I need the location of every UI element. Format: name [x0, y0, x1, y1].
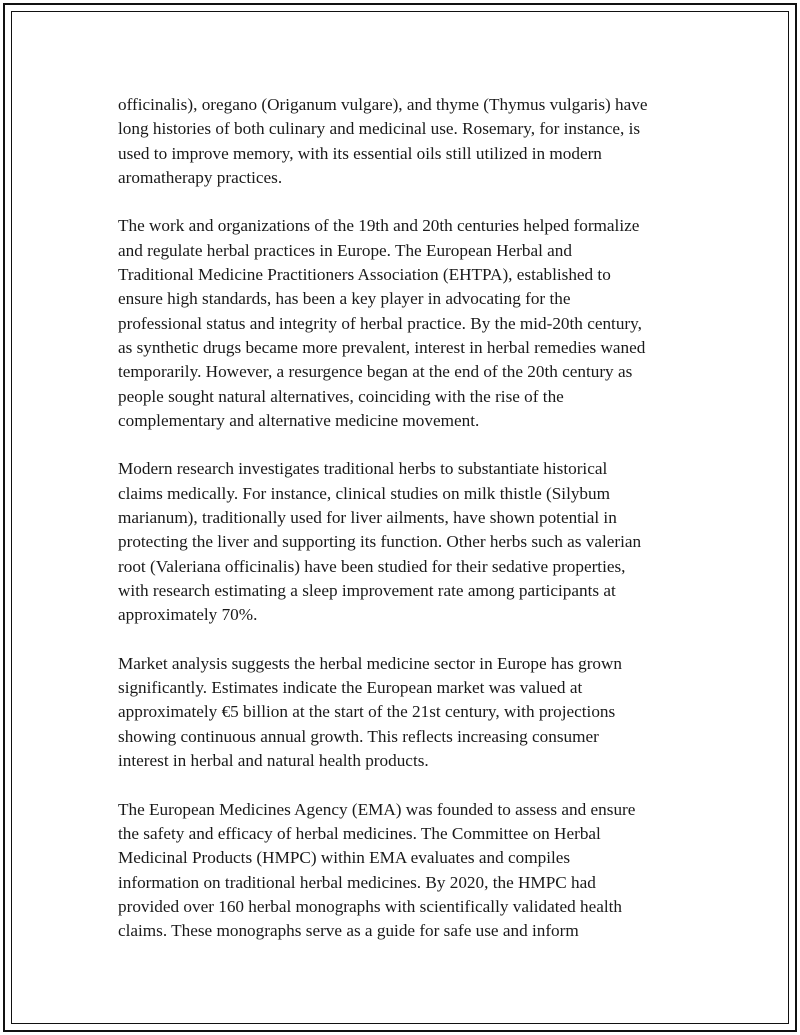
paragraph-market-analysis: Market analysis suggests the herbal medicine sector in Europe has grown significantly. Estimates indicate the European market was valued at approximately €5 billion at the start of the 21st century, with projections showing continuous annual growth. This reflects increasing consumer interest in herbal and natural health products. [118, 653, 623, 771]
paragraph-modern-research: Modern research investigates traditional herbs to substantiate historical claims medically. For instance, clinical studies on milk thistle (Silybum marianum), traditionally used for liver ailments, have shown potential in protecting the liver and supporting its function. Other herbs such as valerian root (Valeriana officinalis) have been studied for their sedative properties, with research estimating a sleep improvement rate among participants at approximately 70%. [118, 459, 642, 625]
paragraph-formalization: The work and organizations of the 19th and 20th centuries helped formalize and regulate herbal practices in Europe. The European Herbal and Traditional Medicine Practitioners Association (EHTPA), established to ensure high standards, has been a key player in advocating for the professional status and integrity of herbal practice. By the mid-20th century, as synthetic drugs became more prevalent, interest in herbal remedies waned temporarily. However, a resurgence began at the end of the 20th century as people sought natural alternatives, coinciding with the rise of the complementary and alternative medicine movement. [118, 216, 646, 430]
paragraph-ema: The European Medicines Agency (EMA) was founded to assess and ensure the safety and efficacy of herbal medicines. The Committee on Herbal Medicinal Products (HMPC) within EMA evaluates and compiles information on traditional herbal medicines. By 2020, the HMPC had provided over 160 herbal monographs with scientifically validated health claims. These monographs serve as a guide for safe use and inform [118, 799, 636, 941]
paragraph-herbs-culinary: officinalis), oregano (Origanum vulgare), and thyme (Thymus vulgaris) have long histories of both culinary and medicinal use. Rosemary, for instance, is used to improve memory, with its essential oils still utilized in modern aromatherapy practices. [118, 95, 648, 187]
document-body [118, 93, 698, 968]
